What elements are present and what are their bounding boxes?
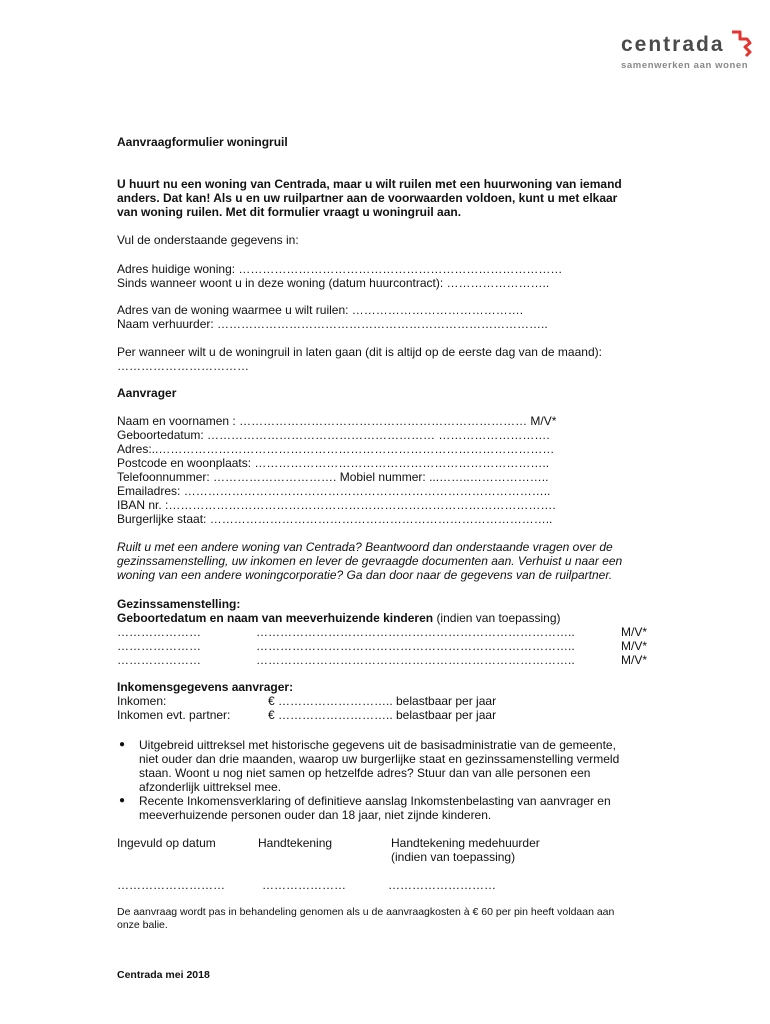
household-subheading bbox=[117, 611, 561, 625]
document-item-line: afzonderlijk uittreksel mee. bbox=[139, 780, 282, 794]
current-since-field[interactable]: Sinds wanneer woont u in deze woning (datum huurcontract): …………………….. bbox=[117, 276, 550, 290]
co-signature-field[interactable]: ……………………… bbox=[388, 878, 496, 892]
bullet-icon: ● bbox=[119, 739, 126, 750]
child-name-field[interactable]: …………………………………………………………………….. bbox=[256, 625, 575, 639]
current-address-field[interactable]: Adres huidige woning: ……………………………………………………………………… bbox=[117, 262, 563, 276]
household-subheading-note: (indien van toepassing) bbox=[436, 611, 561, 625]
applicant-email-field[interactable]: Emailadres: ……………………………………………………………………………….. bbox=[117, 484, 551, 498]
logo-tagline: samenwerken aan wonen bbox=[621, 60, 749, 71]
household-heading: Gezinssamenstelling: bbox=[117, 597, 241, 611]
document-item-line: Recente Inkomensverklaring of definitieve aanslag Inkomstenbelasting van aanvrager en bbox=[139, 794, 611, 808]
bullet-icon: ● bbox=[119, 795, 126, 806]
intro-line: anders. Dat kan! Als u en uw ruilpartner aan de voorwaarden voldoen, kunt u met elkaar bbox=[117, 191, 618, 205]
income-label: Inkomen: bbox=[117, 694, 167, 708]
italic-note-line: woning van een andere woningcorporatie? Ga dan door naar de gegevens van de ruilpartner. bbox=[117, 568, 613, 582]
applicant-postcode-field[interactable]: Postcode en woonplaats: ……………………………………………………………….. bbox=[117, 456, 550, 470]
applicant-civil-status-field[interactable]: Burgerlijke staat: ………………………………………………………………………….. bbox=[117, 512, 553, 526]
child-gender-label: M/V* bbox=[621, 653, 648, 667]
partner-income-field[interactable]: € ……………………….. belastbaar per jaar bbox=[268, 708, 497, 722]
intro-line: van woning ruilen. Met dit formulier vraagt u woningruil aan. bbox=[117, 205, 462, 219]
swap-date-field[interactable]: …………………………… bbox=[117, 359, 249, 373]
income-heading: Inkomensgegevens aanvrager: bbox=[117, 680, 294, 694]
logo-brand-text: centrada bbox=[621, 33, 725, 56]
child-date-field[interactable]: ………………… bbox=[117, 639, 201, 653]
swap-address-field[interactable]: Adres van de woning waarmee u wilt ruilen: ……………………………………. bbox=[117, 303, 524, 317]
partner-income-label: Inkomen evt. partner: bbox=[117, 708, 231, 722]
document-item-line: Uitgebreid uittreksel met historische gegevens uit de basisadministratie van de gemeente, bbox=[139, 738, 616, 752]
signature-field[interactable]: ………………… bbox=[262, 878, 346, 892]
applicant-heading: Aanvrager bbox=[117, 386, 177, 400]
logo-mark-icon bbox=[728, 30, 754, 58]
applicant-iban-field[interactable]: IBAN nr. :……………………………………………………………………………………. bbox=[117, 498, 556, 512]
signature-date-field[interactable]: ……………………… bbox=[117, 878, 225, 892]
co-signature-note: (indien van toepassing) bbox=[391, 850, 516, 864]
page-footer: Centrada mei 2018 bbox=[117, 969, 210, 981]
child-date-field[interactable]: ………………… bbox=[117, 625, 201, 639]
applicant-address-field[interactable]: Adres:..……………………………………………………………………………………… bbox=[117, 442, 555, 456]
document-item-line: staan. Woont u nog niet samen op hetzelfde adres? Stuur dan van alle personen een bbox=[139, 766, 591, 780]
applicant-name-field[interactable]: Naam en voornamen : ……………………………………………………………… M/V* bbox=[117, 414, 557, 428]
co-signature-label: Handtekening medehuurder bbox=[391, 836, 540, 850]
income-field[interactable]: € ……………………….. belastbaar per jaar bbox=[268, 694, 497, 708]
document-item-line: niet ouder dan drie maanden, waarop uw burgerlijke staat en gezinssamenstelling vermeld bbox=[139, 752, 620, 766]
signature-label: Handtekening bbox=[258, 836, 333, 850]
applicant-phone-field[interactable]: Telefoonnummer: …………………………. Mobiel nummer: ...……..……………….. bbox=[117, 470, 549, 484]
intro-line: U huurt nu een woning van Centrada, maar u wilt ruilen met een huurwoning van iemand bbox=[117, 177, 622, 191]
child-gender-label: M/V* bbox=[621, 639, 648, 653]
footer-note-line: onze balie. bbox=[117, 919, 168, 931]
document-item-line: meeverhuizende personen ouder dan 18 jaar, niet zijnde kinderen. bbox=[139, 808, 492, 822]
italic-note-line: Ruilt u met een andere woning van Centrada? Beantwoord dan onderstaande vragen over de bbox=[117, 540, 613, 554]
child-gender-label: M/V* bbox=[621, 625, 648, 639]
child-name-field[interactable]: …………………………………………………………………….. bbox=[256, 653, 575, 667]
footer-note-line: De aanvraag wordt pas in behandeling genomen als u de aanvraagkosten à € 60 per pin heeft voldaan aan bbox=[117, 906, 615, 918]
italic-note-line: gezinssamenstelling, uw inkomen en lever de gevraagde documenten aan. Verhuist u naar een bbox=[117, 554, 623, 568]
instruction-text: Vul de onderstaande gegevens in: bbox=[117, 233, 299, 247]
centrada-logo bbox=[618, 30, 748, 72]
document-title: Aanvraagformulier woningruil bbox=[117, 135, 288, 149]
applicant-birthdate-field[interactable]: Geboortedatum: ………………………………………………… ………………………. bbox=[117, 428, 550, 442]
signature-date-label: Ingevuld op datum bbox=[117, 836, 216, 850]
child-name-field[interactable]: …………………………………………………………………….. bbox=[256, 639, 575, 653]
child-date-field[interactable]: ………………… bbox=[117, 653, 201, 667]
household-subheading-text: Geboortedatum en naam van meeverhuizende kinderen bbox=[117, 611, 434, 625]
swap-landlord-field[interactable]: Naam verhuurder: ……………………………………………………………………….. bbox=[117, 317, 548, 331]
swap-date-question: Per wanneer wilt u de woningruil in laten gaan (dit is altijd op de eerste dag van de maand): bbox=[117, 345, 602, 359]
